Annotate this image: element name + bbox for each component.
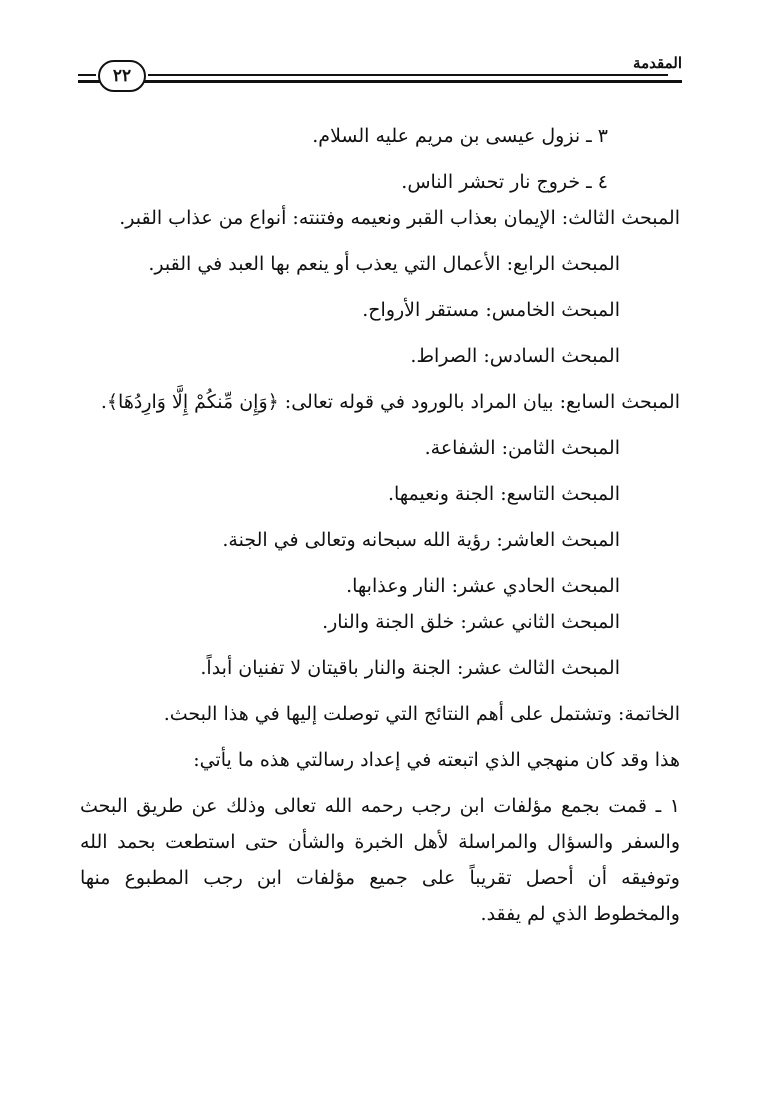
page-number-badge: ٢٢ [98, 60, 146, 92]
section-entry: المبحث الثالث: الإيمان بعذاب القبر ونعيمه وفتنته: أنواع من عذاب القبر. [119, 207, 680, 229]
list-item: ٣ ـ نزول عيسى بن مريم عليه السلام. [312, 125, 608, 147]
methodology-item: ١ ـ قمت بجمع مؤلفات ابن رجب رحمه الله تعالى وذلك عن طريق البحث والسفر والسؤال والمراسلة لأهل الخبرة والشأن حتى استطعت بحمد الله وتوفيقه أن أحصل تقريباً على جميع مؤلفات ابن رجب المطبوع منها والمخطوط الذي لم يفقد. [80, 795, 680, 925]
list-item: ٤ ـ خروج نار تحشر الناس. [401, 171, 608, 193]
page-header [78, 48, 682, 94]
section-entry: المبحث الثالث عشر: الجنة والنار باقيتان لا تفنيان أبداً. [200, 657, 620, 679]
section-entry: المبحث الحادي عشر: النار وعذابها. [346, 575, 620, 597]
methodology-intro: هذا وقد كان منهجي الذي اتبعته في إعداد رسالتي هذه ما يأتي: [193, 749, 680, 771]
running-title: المقدمة [633, 54, 682, 72]
page-body [80, 118, 680, 942]
conclusion-entry: الخاتمة: وتشتمل على أهم النتائج التي توصلت إليها في هذا البحث. [163, 703, 680, 725]
section-entry: المبحث الثاني عشر: خلق الجنة والنار. [322, 611, 620, 633]
section-entry: المبحث الرابع: الأعمال التي يعذب أو ينعم بها العبد في القبر. [148, 253, 620, 275]
section-entry: المبحث السادس: الصراط. [410, 345, 620, 367]
section-entry: المبحث التاسع: الجنة ونعيمها. [387, 483, 620, 505]
header-rule-bottom [78, 80, 682, 83]
header-rule-top [148, 74, 668, 76]
section-entry: المبحث الخامس: مستقر الأرواح. [362, 299, 620, 321]
header-rule-left [78, 74, 96, 76]
section-entry: المبحث السابع: بيان المراد بالورود في قوله تعالى: ﴿وَإِن مِّنكُمْ إِلَّا وَارِدُهَا﴾. [100, 391, 680, 413]
section-entry: المبحث العاشر: رؤية الله سبحانه وتعالى في الجنة. [222, 529, 620, 551]
section-entry: المبحث الثامن: الشفاعة. [424, 437, 620, 459]
